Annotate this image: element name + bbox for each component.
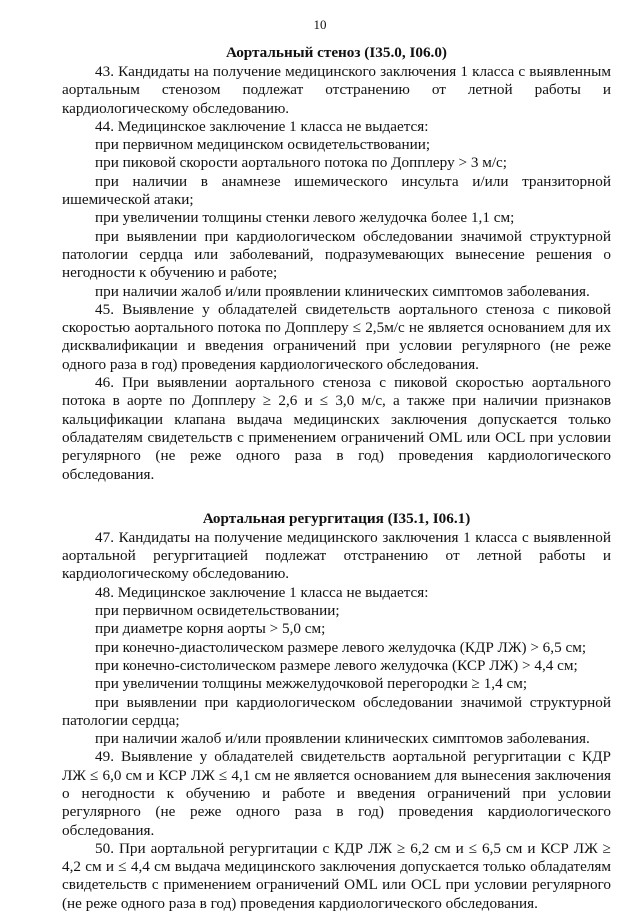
paragraph-43: 43. Кандидаты на получение медицинского заключения 1 класса с выявленным аортальным стенозом подлежат отстранению от летной работы и кардиологическому обследованию. [62,63,611,117]
section-title-aortic-stenosis: Аортальный стеноз (I35.0, I06.0) [226,44,447,61]
page-number: 10 [313,17,327,32]
section-spacer [62,484,611,510]
list-item: при наличии в анамнезе ишемического инсульта и/или транзиторной ишемической атаки; [62,172,611,209]
list-item: при наличии жалоб и/или проявлении клинических симптомов заболевания. [95,282,590,300]
paragraph-49: 49. Выявление у обладателей свидетельств аортальной регургитации с КДР ЛЖ ≤ 6,0 см и КСР ЛЖ ≤ 4,1 см не является основанием для вынесения заключения о негодности к обучению и работе и введения ограничений при условии регулярного (не реже одного раза в год) проведения кардиологического обследования. [62,748,611,839]
paragraph-45: 45. Выявление у обладателей свидетельств аортального стеноза с пиковой скоростью аортального потока по Допплеру ≤ 2,5м/с не является основанием для их дисквалификации и введения ограничений при условии регулярного (не реже одного раза в год) проведения кардиологического обследования. [62,300,611,373]
section-title-aortic-regurgitation: Аортальная регургитация (I35.1, I06.1) [202,509,471,527]
paragraph-46: 46. При выявлении аортального стеноза с пиковой скоростью аортального потока в аорте по Допплеру ≥ 2,6 и ≤ 3,0 м/с, а также при наличии признаков кальцификации клапана выдача медицинских заключения допускается только обладателям свидетельств с применением ограничений OML или OCL при условии регулярного (не реже одного раза в год) проведения кардиологического обследования. [62,374,611,483]
paragraph-50: 50. При аортальной регургитации с КДР ЛЖ ≥ 6,2 см и ≤ 6,5 см и КСР ЛЖ ≥ 4,2 см и ≤ 4,4 см выдача медицинского заключения допускается только обладателям свидетельств с применением ограничений OML или OCL при условии регулярного (не реже одного раза в год) проведения кардиологического обследования. [62,839,611,912]
list-item: при выявлении при кардиологическом обследовании значимой структурной патологии сердца; [62,693,611,729]
list-item: при пиковой скорости аортального потока по Допплеру > 3 м/с; [95,154,508,172]
paragraph-47: 47. Кандидаты на получение медицинского заключения 1 класса с выявленной аортальной регургитацией подлежат отстранению от летной работы и кардиологическому обследованию. [62,528,611,583]
paragraph-44-intro: 44. Медицинское заключение 1 класса не выдается: [95,117,429,135]
list-item: при диаметре корня аорты > 5,0 см; [95,620,326,638]
page-content [62,44,611,913]
list-item: при первичном освидетельствовании; [95,602,340,620]
list-item: при первичном медицинском освидетельствовании; [95,136,431,154]
list-item: при увеличении толщины стенки левого желудочка более 1,1 см; [95,209,515,227]
list-item: при наличии жалоб и/или проявлении клинических симптомов заболевания. [95,730,590,748]
list-item: при увеличении толщины межжелудочковой перегородки ≥ 1,4 см; [95,675,528,693]
list-item: при выявлении при кардиологическом обследовании значимой структурной патологии сердца или заболеваний, подразумевающих вынесение решения о негодности к обучению и работе; [62,227,611,282]
list-item: при конечно-диастолическом размере левого желудочка (КДР ЛЖ) > 6,5 см; [95,638,587,656]
list-item: при конечно-систолическом размере левого желудочка (КСР ЛЖ) > 4,4 см; [95,656,578,674]
paragraph-48-intro: 48. Медицинское заключение 1 класса не выдается: [95,583,429,601]
